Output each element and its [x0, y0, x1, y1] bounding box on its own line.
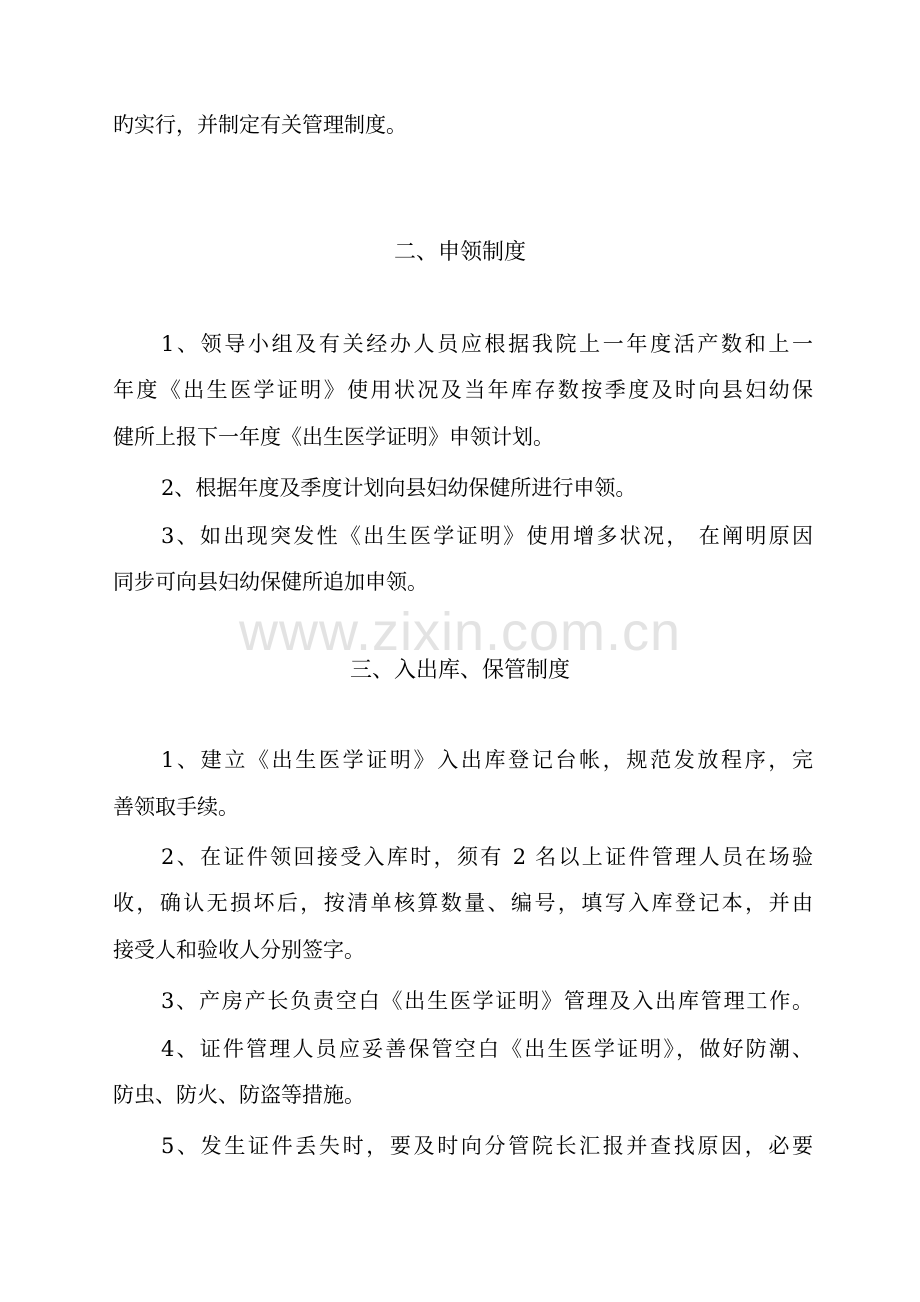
- section-2-item-2-line-1: 2、根据年度及季度计划向县妇幼保健所进行申领。: [161, 476, 637, 500]
- section-3-item-3-line-1: 3、产房产长负责空白《出生医学证明》管理及入出库管理工作。: [161, 989, 813, 1013]
- section-2-item-1-line-2: 年度《出生医学证明》使用状况及当年库存数按季度及时向县妇幼保: [113, 378, 813, 402]
- section-2-heading: 二、申领制度: [393, 240, 526, 265]
- section-2-item-3-line-2: 同步可向县妇幼保健所追加申领。: [113, 570, 428, 594]
- section-3-item-4-line-1: 4、证件管理人员应妥善保管空白《出生医学证明》，做好防潮、: [161, 1037, 813, 1061]
- section-3-item-1-line-2: 善领取手续。: [113, 795, 239, 819]
- section-2-item-3-line-1: 3、如出现突发性《出生医学证明》使用增多状况， 在阐明原因: [161, 524, 813, 548]
- section-3-item-2-line-2: 收，确认无损坏后，按清单核算数量、编号，填写入库登记本，并由: [113, 891, 813, 915]
- section-3-item-5-line-1: 5、发生证件丢失时，要及时向分管院长汇报并查找原因，必要: [161, 1134, 813, 1158]
- intro-line-1: 旳实行，并制定有关管理制度。: [113, 113, 407, 137]
- section-3-item-2-line-1: 2、在证件领回接受入库时，须有 2 名以上证件管理人员在场验: [161, 845, 813, 869]
- section-3-item-2-line-3: 接受人和验收人分别签字。: [113, 938, 365, 962]
- watermark: www.zixin.com.cn: [238, 602, 682, 662]
- section-3-heading: 三、入出库、保管制度: [349, 658, 570, 683]
- section-3-item-1-line-1: 1、建立《出生医学证明》入出库登记台帐，规范发放程序，完: [161, 748, 813, 772]
- section-2-item-1-line-1: 1、领导小组及有关经办人员应根据我院上一年度活产数和上一: [161, 332, 813, 356]
- section-3-item-4-line-2: 防虫、防火、防盗等措施。: [113, 1083, 365, 1107]
- section-2-item-1-line-3: 健所上报下一年度《出生医学证明》申领计划。: [113, 425, 554, 449]
